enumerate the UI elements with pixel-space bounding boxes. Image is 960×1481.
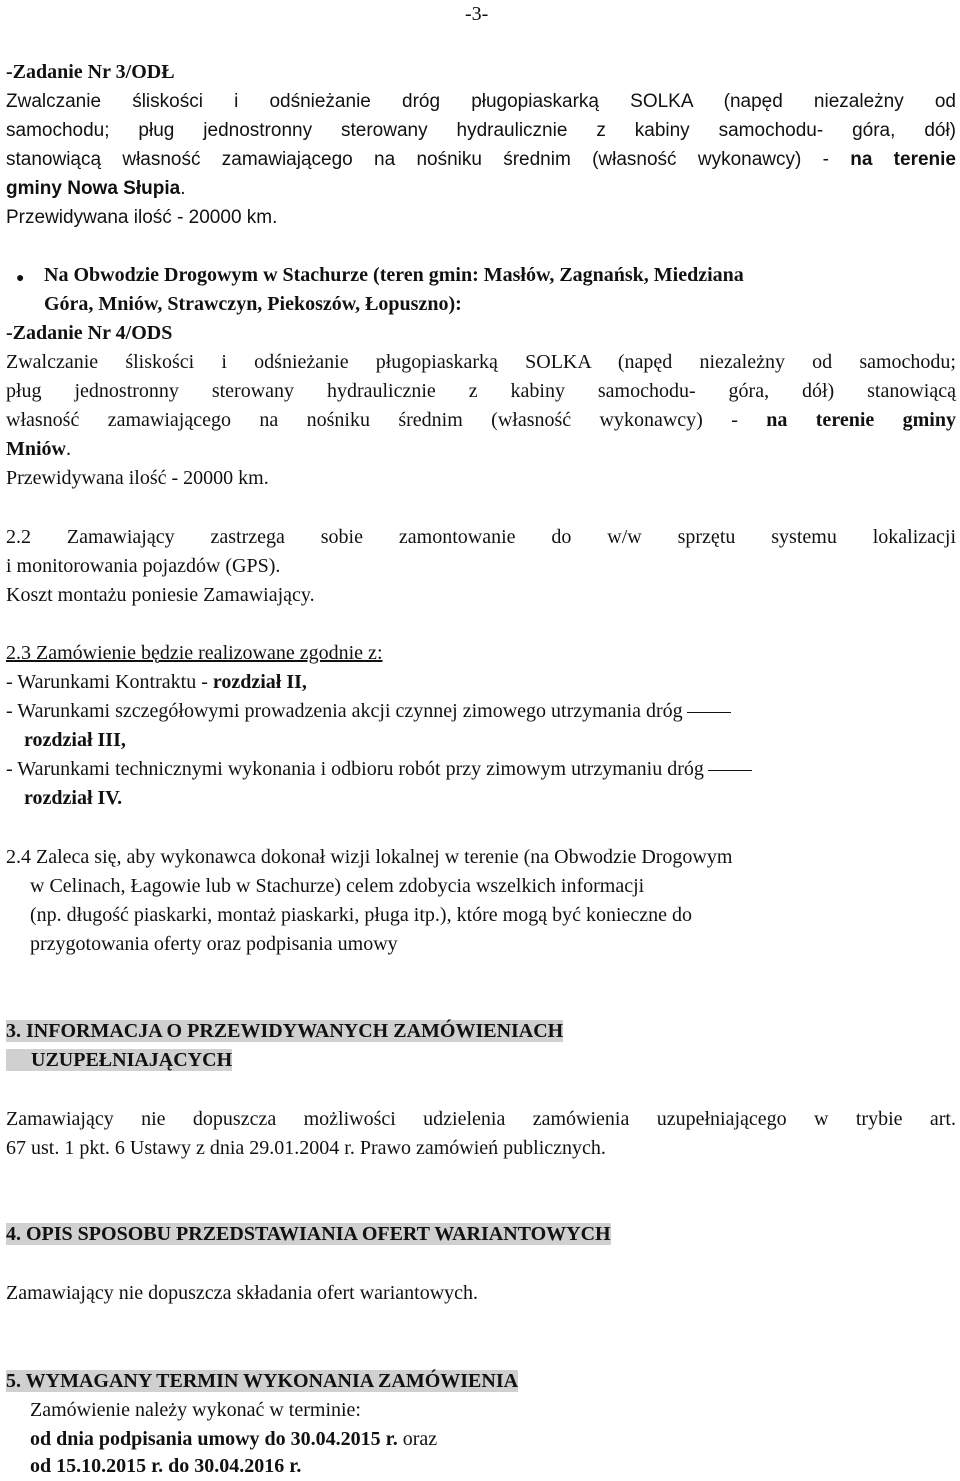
section-2-3-intro: 2.3 Zamówienie będzie realizowane zgodnie z: — [6, 642, 383, 664]
zadanie-4-line-4: Mniów. — [6, 438, 71, 460]
section-2-3-item-2: - Warunkami szczegółowymi prowadzenia akcji czynnej zimowego utrzymania dróg — [6, 697, 956, 726]
section-2-3-item-3: - Warunkami technicznymi wykonania i odbioru robót przy zimowym utrzymaniu dróg — [6, 755, 956, 784]
zadanie-4-line-1: Zwalczanie śliskości i odśnieżanie pługopiaskarką SOLKA (napęd niezależny od samochodu; — [6, 351, 956, 373]
zadanie-3-line-3: stanowiącą własność zamawiającego na nośniku średnim (własność wykonawcy) - na terenie — [6, 149, 956, 170]
section-2-2-line-2: i monitorowania pojazdów (GPS). — [6, 555, 281, 577]
section-3-body-line-1: Zamawiający nie dopuszcza możliwości udzielenia zamówienia uzupełniającego w trybie art. — [6, 1108, 956, 1130]
section-2-3-item-2-chapter: rozdział III, — [24, 729, 126, 751]
em-dash — [708, 770, 752, 771]
section-5-heading: 5. WYMAGANY TERMIN WYKONANIA ZAMÓWIENIA — [6, 1370, 519, 1392]
em-dash — [687, 712, 731, 713]
section-2-3-item-3-chapter: rozdział IV. — [24, 787, 123, 809]
section-5-line-2: od dnia podpisania umowy do 30.04.2015 r. oraz — [30, 1428, 438, 1450]
zadanie-4-line-3: własność zamawiającego na nośniku średnim (własność wykonawcy) - na terenie gminy — [6, 409, 956, 431]
zadanie-3-line-4: gminy Nowa Słupia. — [6, 178, 186, 199]
section-2-3-item-1: - Warunkami Kontraktu - rozdział II, — [6, 671, 307, 693]
zadanie-3-heading: -Zadanie Nr 3/ODŁ — [6, 61, 175, 83]
bullet-icon: ● — [16, 271, 25, 286]
section-4-body: Zamawiający nie dopuszcza składania ofert wariantowych. — [6, 1282, 479, 1304]
section-3-body-line-2: 67 ust. 1 pkt. 6 Ustawy z dnia 29.01.2004 r. Prawo zamówień publicznych. — [6, 1137, 606, 1159]
section-2-4-line-3: (np. długość piaskarki, montaż piaskarki, pługa itp.), które mogą być konieczne do — [30, 904, 693, 926]
section-2-2-line-3: Koszt montażu poniesie Zamawiający. — [6, 584, 315, 606]
page-number: -3- — [465, 3, 489, 25]
zadanie-4-line-2: pług jednostronny sterowany hydraulicznie z kabiny samochodu- góra, dół) stanowiącą — [6, 380, 956, 402]
section-2-4-line-4: przygotowania oferty oraz podpisania umowy — [30, 933, 398, 955]
zadanie-3-quantity: Przewidywana ilość - 20000 km. — [6, 207, 278, 228]
zadanie-3-line-2: samochodu; pług jednostronny sterowany hydraulicznie z kabiny samochodu- góra, dół) — [6, 120, 956, 141]
stachurze-line-1: Na Obwodzie Drogowym w Stachurze (teren gmin: Masłów, Zagnańsk, Miedziana — [44, 264, 744, 286]
zadanie-4-quantity: Przewidywana ilość - 20000 km. — [6, 467, 269, 489]
section-5-line-1: Zamówienie należy wykonać w terminie: — [30, 1399, 361, 1421]
section-2-4-line-1: 2.4 Zaleca się, aby wykonawca dokonał wizji lokalnej w terenie (na Obwodzie Drogowym — [6, 846, 733, 868]
section-4-heading: 4. OPIS SPOSOBU PRZEDSTAWIANIA OFERT WARIANTOWYCH — [6, 1223, 611, 1245]
stachurze-line-2: Góra, Mniów, Strawczyn, Piekoszów, Łopuszno): — [44, 293, 462, 315]
zadanie-4-heading: -Zadanie Nr 4/ODS — [6, 322, 173, 344]
section-2-2-line-1: 2.2 Zamawiający zastrzega sobie zamontowanie do w/w sprzętu systemu lokalizacji — [6, 526, 956, 548]
section-5-line-3: od 15.10.2015 r. do 30.04.2016 r. — [30, 1455, 302, 1477]
section-3-heading-line-2 — [6, 1046, 956, 1075]
section-2-4-line-2: w Celinach, Łagowie lub w Stachurze) celem zdobycia wszelkich informacji — [30, 875, 645, 897]
zadanie-3-line-1: Zwalczanie śliskości i odśnieżanie dróg pługopiaskarką SOLKA (napęd niezależny od — [6, 91, 956, 112]
section-3-heading-indent: UZUPEŁNIAJĄCYCH — [6, 1049, 232, 1071]
section-3-heading-line-1: 3. INFORMACJA O PRZEWIDYWANYCH ZAMÓWIENIACH — [6, 1020, 564, 1042]
